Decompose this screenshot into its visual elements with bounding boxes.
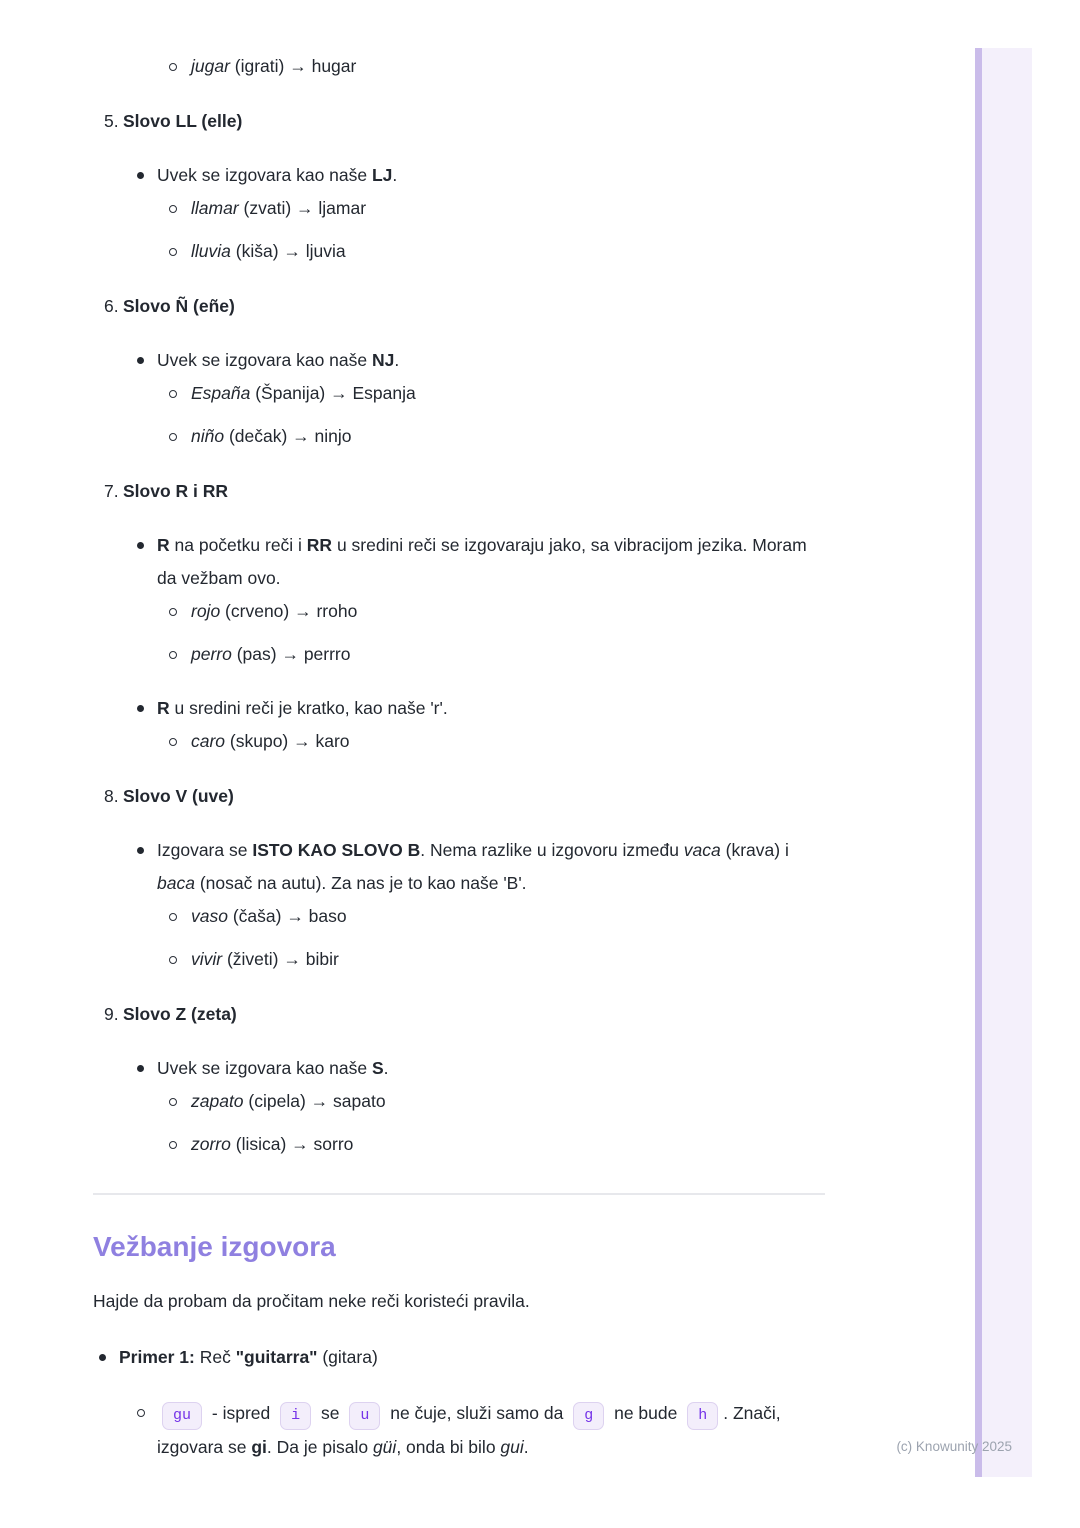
bold-segment: "guitarra" [235,1347,318,1367]
circle-bullet-icon [169,433,177,441]
example-rest: (Španija) → Espanja [250,383,416,403]
section-number: 9. [104,1004,119,1024]
bullet-list [123,529,825,758]
example-rest: (dečak) → ninjo [224,426,352,446]
code-chip: u [349,1402,380,1430]
code-chip: i [280,1402,311,1430]
example-list [157,377,825,453]
example-list [157,595,825,671]
example-rest: (čaša) → baso [227,906,347,926]
text-segment: (gitara) [317,1347,378,1367]
text-segment: (nosač na autu). Za nas je to kao naše 'B'. [194,873,527,893]
circle-bullet-icon [169,63,177,71]
text-segment: ne čuje, služi samo da [385,1403,569,1423]
italic-segment: gui [500,1437,524,1457]
text-segment: . [394,350,400,370]
bullet-list [123,159,825,268]
rule-text [157,344,825,377]
bullet-list [123,344,825,453]
text-segment: . [392,165,398,185]
text-segment: u sredini reči se izgovaraju jako, sa vibracijom jezika. Moram da vežbam ovo. [157,535,807,588]
copyright-watermark: (c) Knowunity 2025 [896,1439,1012,1454]
spanish-word: zapato [191,1091,244,1111]
primer-detail-item [119,1396,825,1464]
text-segment: se [316,1403,345,1423]
text-segment: - ispred [207,1403,276,1423]
section-slovo-ll [93,105,825,268]
circle-bullet-icon [169,1098,177,1106]
practice-heading: Vežbanje izgovora [93,1231,336,1262]
text-segment: , onda bi bilo [396,1437,501,1457]
example-rest: (pas) → perrro [231,644,351,664]
section-title: Slovo LL (elle) [123,111,243,131]
code-chip: gu [162,1402,202,1430]
rule-item [123,1052,825,1161]
example-list [157,725,825,758]
circle-bullet-icon [169,205,177,213]
rule-text [157,529,825,595]
example-list [157,900,825,976]
document-content [93,50,825,1464]
section-number: 7. [104,481,119,501]
section-slovo-z [93,998,825,1161]
bold-segment: R [157,698,170,718]
rule-item [123,529,825,671]
circle-bullet-icon [169,1141,177,1149]
example-item [157,50,825,83]
circle-bullet-icon [169,651,177,659]
example-rest: (igrati) → hugar [229,56,357,76]
example-item [157,1085,825,1118]
bold-segment: R [157,535,170,555]
example-rest: (živeti) → bibir [222,949,339,969]
text-segment: . [523,1437,529,1457]
rule-item [123,344,825,453]
rule-text [157,692,825,725]
text-segment: . Nema razlike u izgovoru između [420,840,684,860]
bullet-list [123,1052,825,1161]
right-page-rail [975,48,1032,1477]
example-item [157,900,825,933]
circle-bullet-icon [169,913,177,921]
primer-text [119,1341,825,1374]
spanish-word: España [191,383,251,403]
circle-bullet-icon [169,390,177,398]
practice-list [93,1341,825,1464]
bullet-list [123,834,825,976]
text-segment: Izgovara se [157,840,253,860]
section-title: Slovo Ñ (eñe) [123,296,235,316]
spanish-word: lluvia [191,241,231,261]
example-item [157,1128,825,1161]
bold-segment: LJ [371,165,393,185]
bold-segment: ISTO KAO SLOVO B [252,840,421,860]
bold-segment: RR [306,535,333,555]
practice-intro: Hajde da probam da pročitam neke reči koristeći pravila. [93,1291,530,1311]
section-number: 6. [104,296,119,316]
disc-bullet-icon [137,847,144,854]
disc-bullet-icon [137,357,144,364]
example-list [157,1085,825,1161]
example-rest: (kiša) → ljuvia [230,241,346,261]
spanish-word: vaso [191,906,228,926]
text-segment: . Znači, izgovara se [157,1403,781,1457]
bold-segment: S [371,1058,384,1078]
disc-bullet-icon [137,172,144,179]
example-rest: (zvati) → ljamar [238,198,367,218]
bold-segment: Primer 1: [119,1347,195,1367]
bold-segment: NJ [371,350,395,370]
numbered-section-list [93,105,825,1161]
text-segment: (krava) i [720,840,789,860]
disc-bullet-icon [99,1354,106,1361]
example-list [157,192,825,268]
section-slovo-v [93,780,825,976]
text-segment: . [383,1058,389,1078]
rule-item [123,692,825,758]
spanish-word: perro [191,644,232,664]
spanish-word: caro [191,731,226,751]
text-segment: Uvek se izgovara kao naše [157,1058,372,1078]
text-segment: ne bude [609,1403,683,1423]
section-number: 5. [104,111,119,131]
rule-item [123,834,825,976]
circle-bullet-icon [169,608,177,616]
text-segment: u sredini reči je kratko, kao naše 'r'. [169,698,448,718]
section-slovo-r [93,475,825,758]
primer-detail-text [157,1403,781,1457]
spanish-word: zorro [191,1134,231,1154]
text-segment: Uvek se izgovara kao naše [157,165,372,185]
example-rest: (skupo) → karo [225,731,350,751]
text-segment: Reč [194,1347,236,1367]
spanish-word: jugar [191,56,230,76]
example-rest: (lisica) → sorro [230,1134,354,1154]
text-segment: Uvek se izgovara kao naše [157,350,372,370]
example-item [157,420,825,453]
rule-text [157,1052,825,1085]
example-item [157,638,825,671]
example-rest: (crveno) → rroho [220,601,358,621]
example-item [157,725,825,758]
section-title: Slovo V (uve) [123,786,234,806]
section-number: 8. [104,786,119,806]
disc-bullet-icon [137,542,144,549]
italic-segment: baca [157,873,195,893]
section-divider [93,1193,825,1195]
circle-bullet-icon [169,956,177,964]
section-title: Slovo Z (zeta) [123,1004,237,1024]
circle-bullet-icon [169,248,177,256]
text-segment: na početku reči i [169,535,307,555]
circle-bullet-icon [137,1409,145,1417]
example-item [157,235,825,268]
example-list [93,50,825,83]
example-item [157,192,825,225]
rule-text [157,834,825,900]
example-rest: (cipela) → sapato [243,1091,386,1111]
code-chip: g [573,1402,604,1430]
section-slovo-n [93,290,825,453]
spanish-word: llamar [191,198,239,218]
disc-bullet-icon [137,1065,144,1072]
italic-segment: güi [372,1437,397,1457]
bold-segment: gi [251,1437,267,1457]
example-item [157,377,825,410]
rule-item [123,159,825,268]
spanish-word: rojo [191,601,221,621]
circle-bullet-icon [169,738,177,746]
spanish-word: niño [191,426,225,446]
italic-segment: vaca [683,840,721,860]
text-segment: . Da je pisalo [266,1437,373,1457]
rule-text [157,159,825,192]
section-title: Slovo R i RR [123,481,229,501]
disc-bullet-icon [137,705,144,712]
spanish-word: vivir [191,949,223,969]
example-item [157,943,825,976]
example-item [157,595,825,628]
primer-item [93,1341,825,1464]
example-list [119,1396,825,1464]
code-chip: h [687,1402,718,1430]
